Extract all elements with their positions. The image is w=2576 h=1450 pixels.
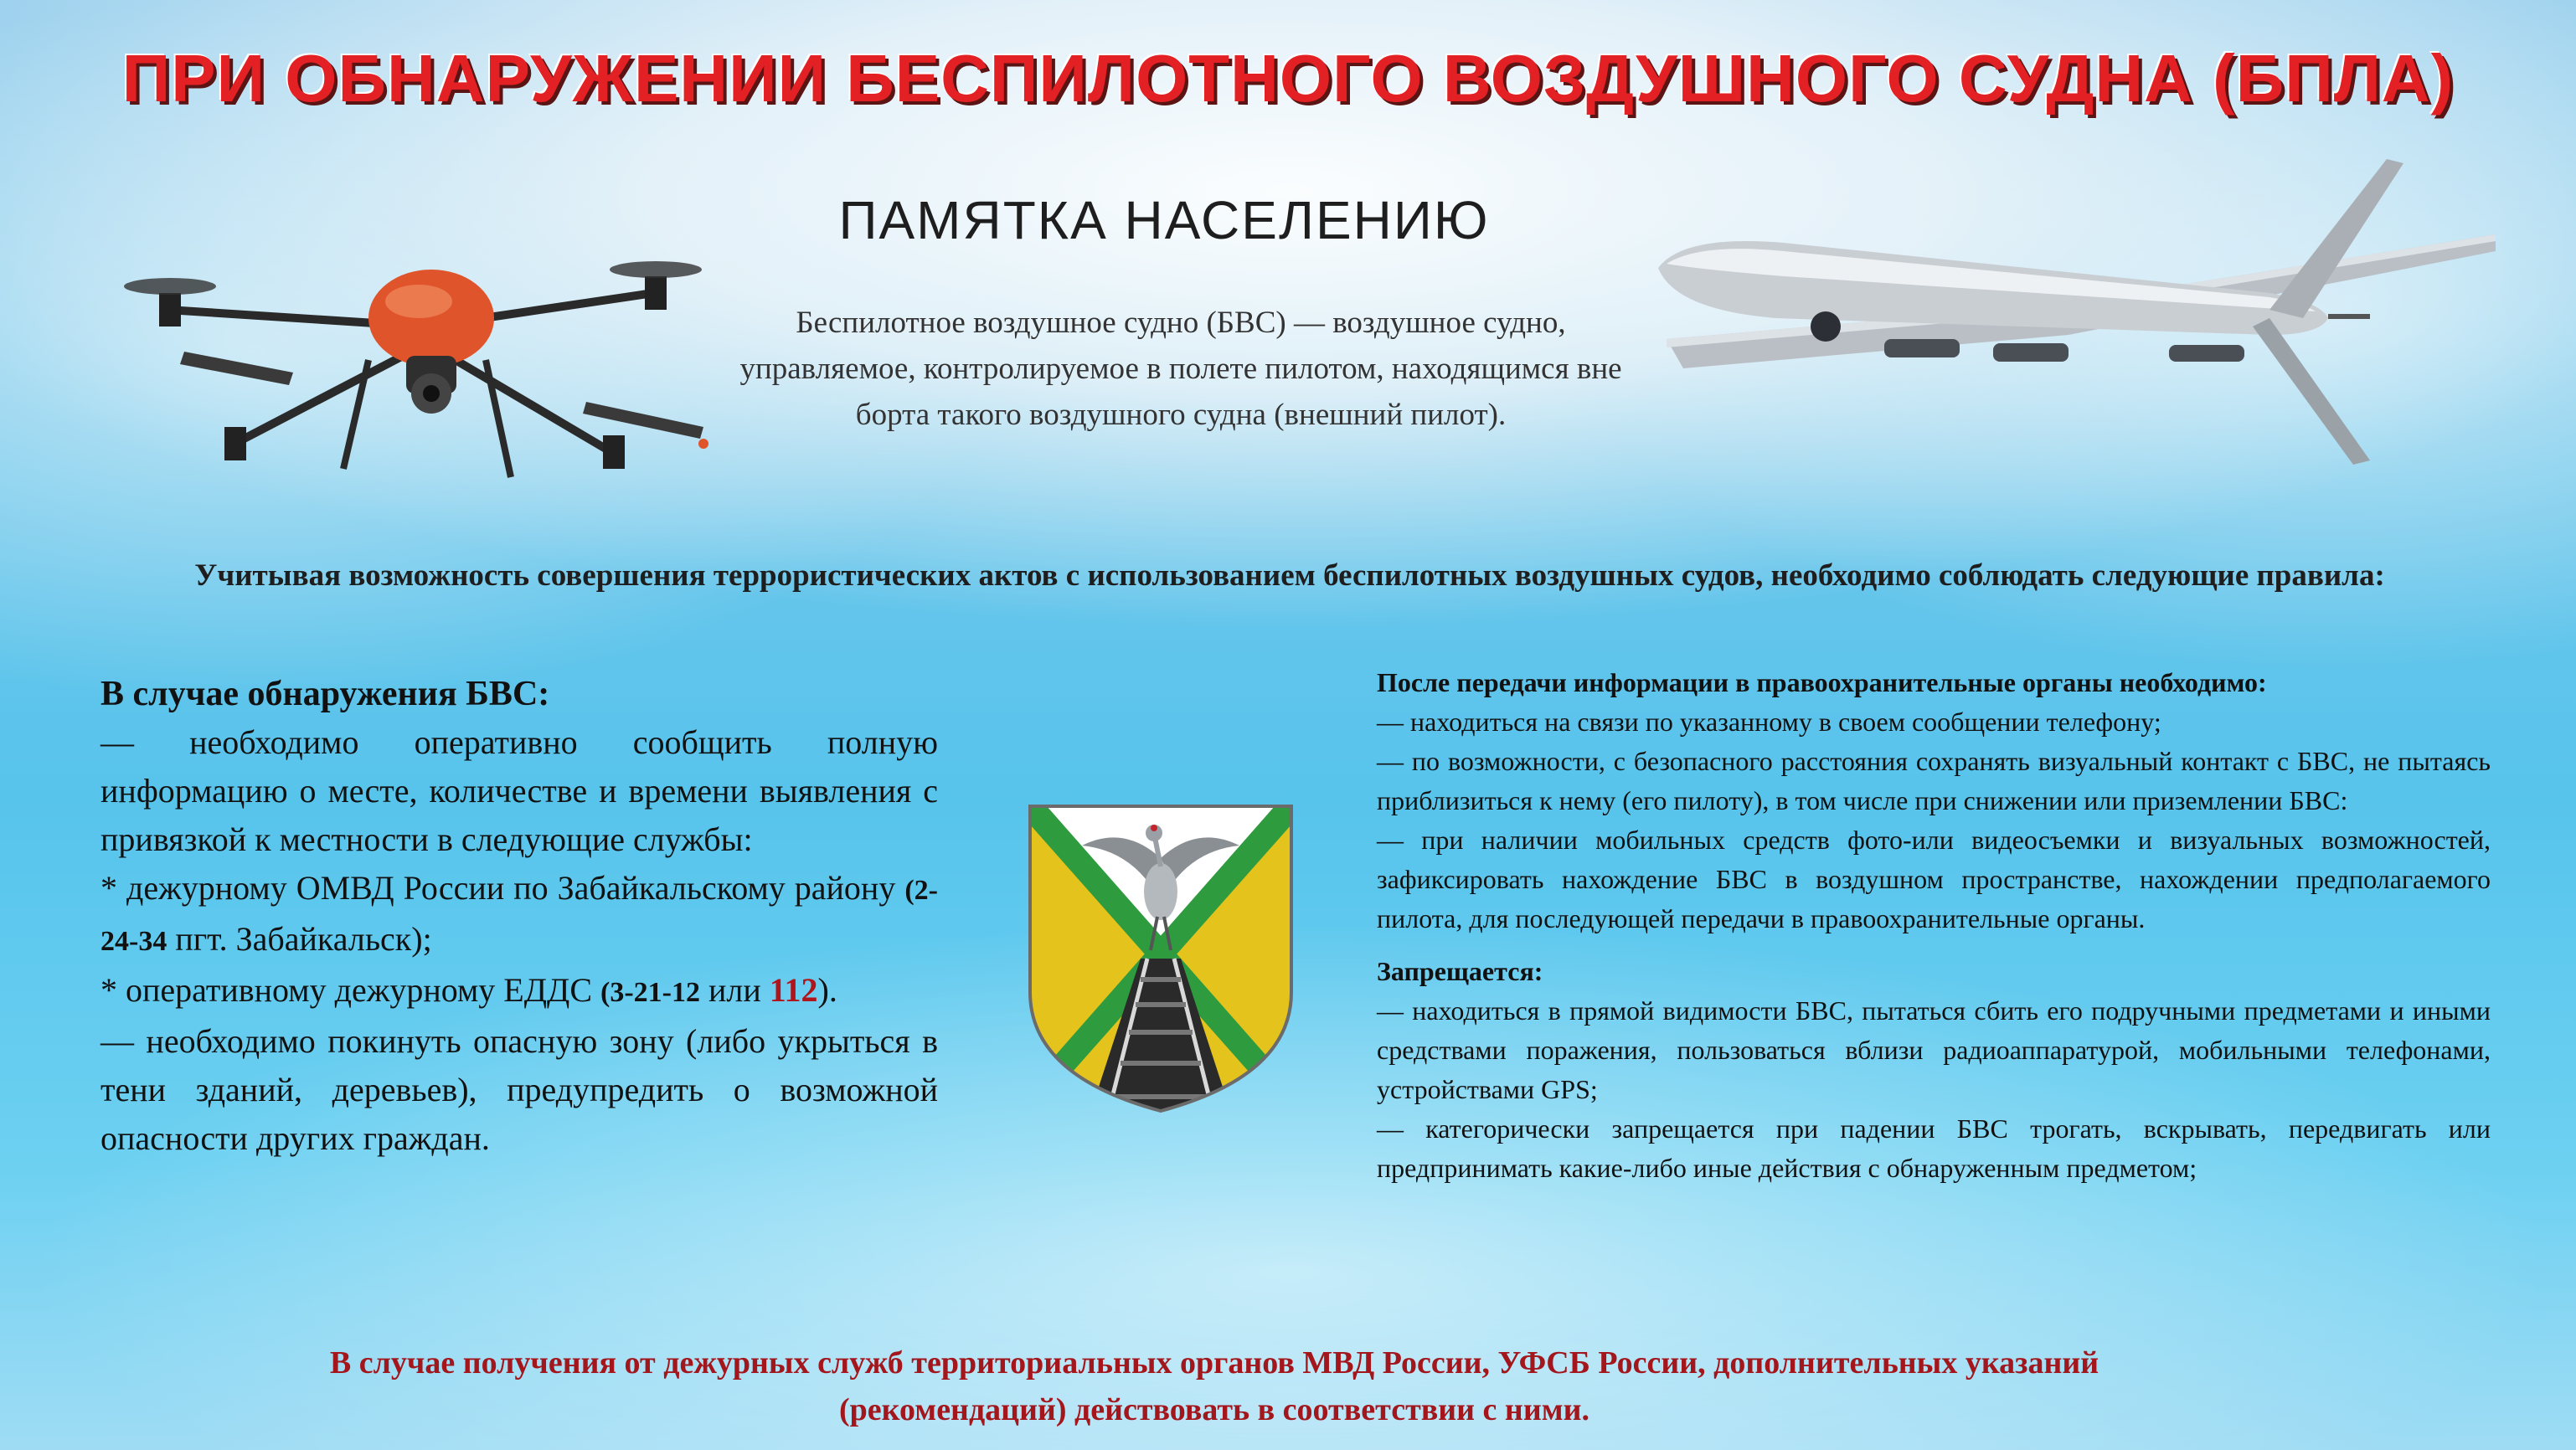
fixed-wing-drone-image xyxy=(1633,126,2504,494)
edds-label: * оперативному дежурному ЕДДС xyxy=(100,971,600,1009)
edds-or: или xyxy=(699,971,770,1009)
poster-subtitle: ПАМЯТКА НАСЕЛЕНИЮ xyxy=(838,190,1490,250)
omvd-contact xyxy=(100,864,938,966)
coat-of-arms-emblem xyxy=(1023,800,1298,1118)
edds-phone: (3-21-12 xyxy=(600,977,700,1008)
visual-contact-item: — по возможности, с безопасного расстояния сохранять визуальный контакт с БВС, не пытаясь приблизиться к нему (его пилоту), в том числе при снижении или приземлении БВС: xyxy=(1377,746,2491,815)
photo-video-item: — при наличии мобильных средств фото-или видеосъемки и визуальных возможностей, зафиксировать нахождение БВС в воздушном пространстве, нахождении предполагаемого пилота, для последующей передачи в правоохранительные органы. xyxy=(1377,825,2491,933)
leave-danger-zone-instruction: — необходимо покинуть опасную зону (либо укрыться в тени зданий, деревьев), предупредить о возможной опасности других граждан. xyxy=(100,1022,938,1157)
detection-instructions xyxy=(100,670,938,1163)
rules-intro: Учитывая возможность совершения террористических актов с использованием беспилотных воздушных судов, необходимо соблюдать следующие правила: xyxy=(194,558,2385,593)
omvd-phone: (2-24-34 xyxy=(100,875,938,957)
omvd-label: * дежурному ОМВД России по Забайкальскому району xyxy=(100,869,905,907)
footer-notice: В случае получения от дежурных служб территориальных органов МВД России, УФСБ России, дополнительных указаний (рекомендаций) действовать в соответствии с ними. xyxy=(329,1345,2099,1427)
poster-title: ПРИ ОБНАРУЖЕНИИ БЕСПИЛОТНОГО ВОЗДУШНОГО СУДНА (БПЛА) xyxy=(121,41,2455,116)
quadcopter-drone-image xyxy=(117,193,737,511)
line-of-sight-item: — находиться в прямой видимости БВС, пытаться сбить его подручными предметами и иными средствами поражения, пользоваться вблизи радиоаппаратурой, мобильными телефонами, устройствами GPS; xyxy=(1377,995,2491,1104)
stay-in-contact-item: — находиться на связи по указанному в своем сообщении телефону; xyxy=(1377,707,2161,737)
after-report-heading: После передачи информации в правоохранительные органы необходимо: xyxy=(1377,667,2267,697)
prohibited-heading: Запрещается: xyxy=(1377,956,1543,986)
report-instruction: — необходимо оперативно сообщить полную информацию о месте, количестве и времени выявления с привязкой к местности в следующие службы: xyxy=(100,723,938,858)
further-instructions xyxy=(1377,663,2491,1188)
detection-heading: В случае обнаружения БВС: xyxy=(100,675,550,713)
omvd-location: пгт. Забайкальск); xyxy=(167,920,432,958)
edds-contact xyxy=(100,966,938,1017)
emergency-112: 112 xyxy=(769,971,818,1009)
do-not-touch-item: — категорически запрещается при падении БВС трогать, вскрывать, передвигать или предпринимать какие-либо иные действия с обнаруженным предметом; xyxy=(1377,1113,2491,1183)
edds-close: ). xyxy=(817,971,837,1009)
bvs-definition: Беспилотное воздушное судно (БВС) — воздушное судно, управляемое, контролируемое в полете пилотом, находящимся вне борта такого воздушного судна (внешний пилот). xyxy=(739,306,1622,432)
